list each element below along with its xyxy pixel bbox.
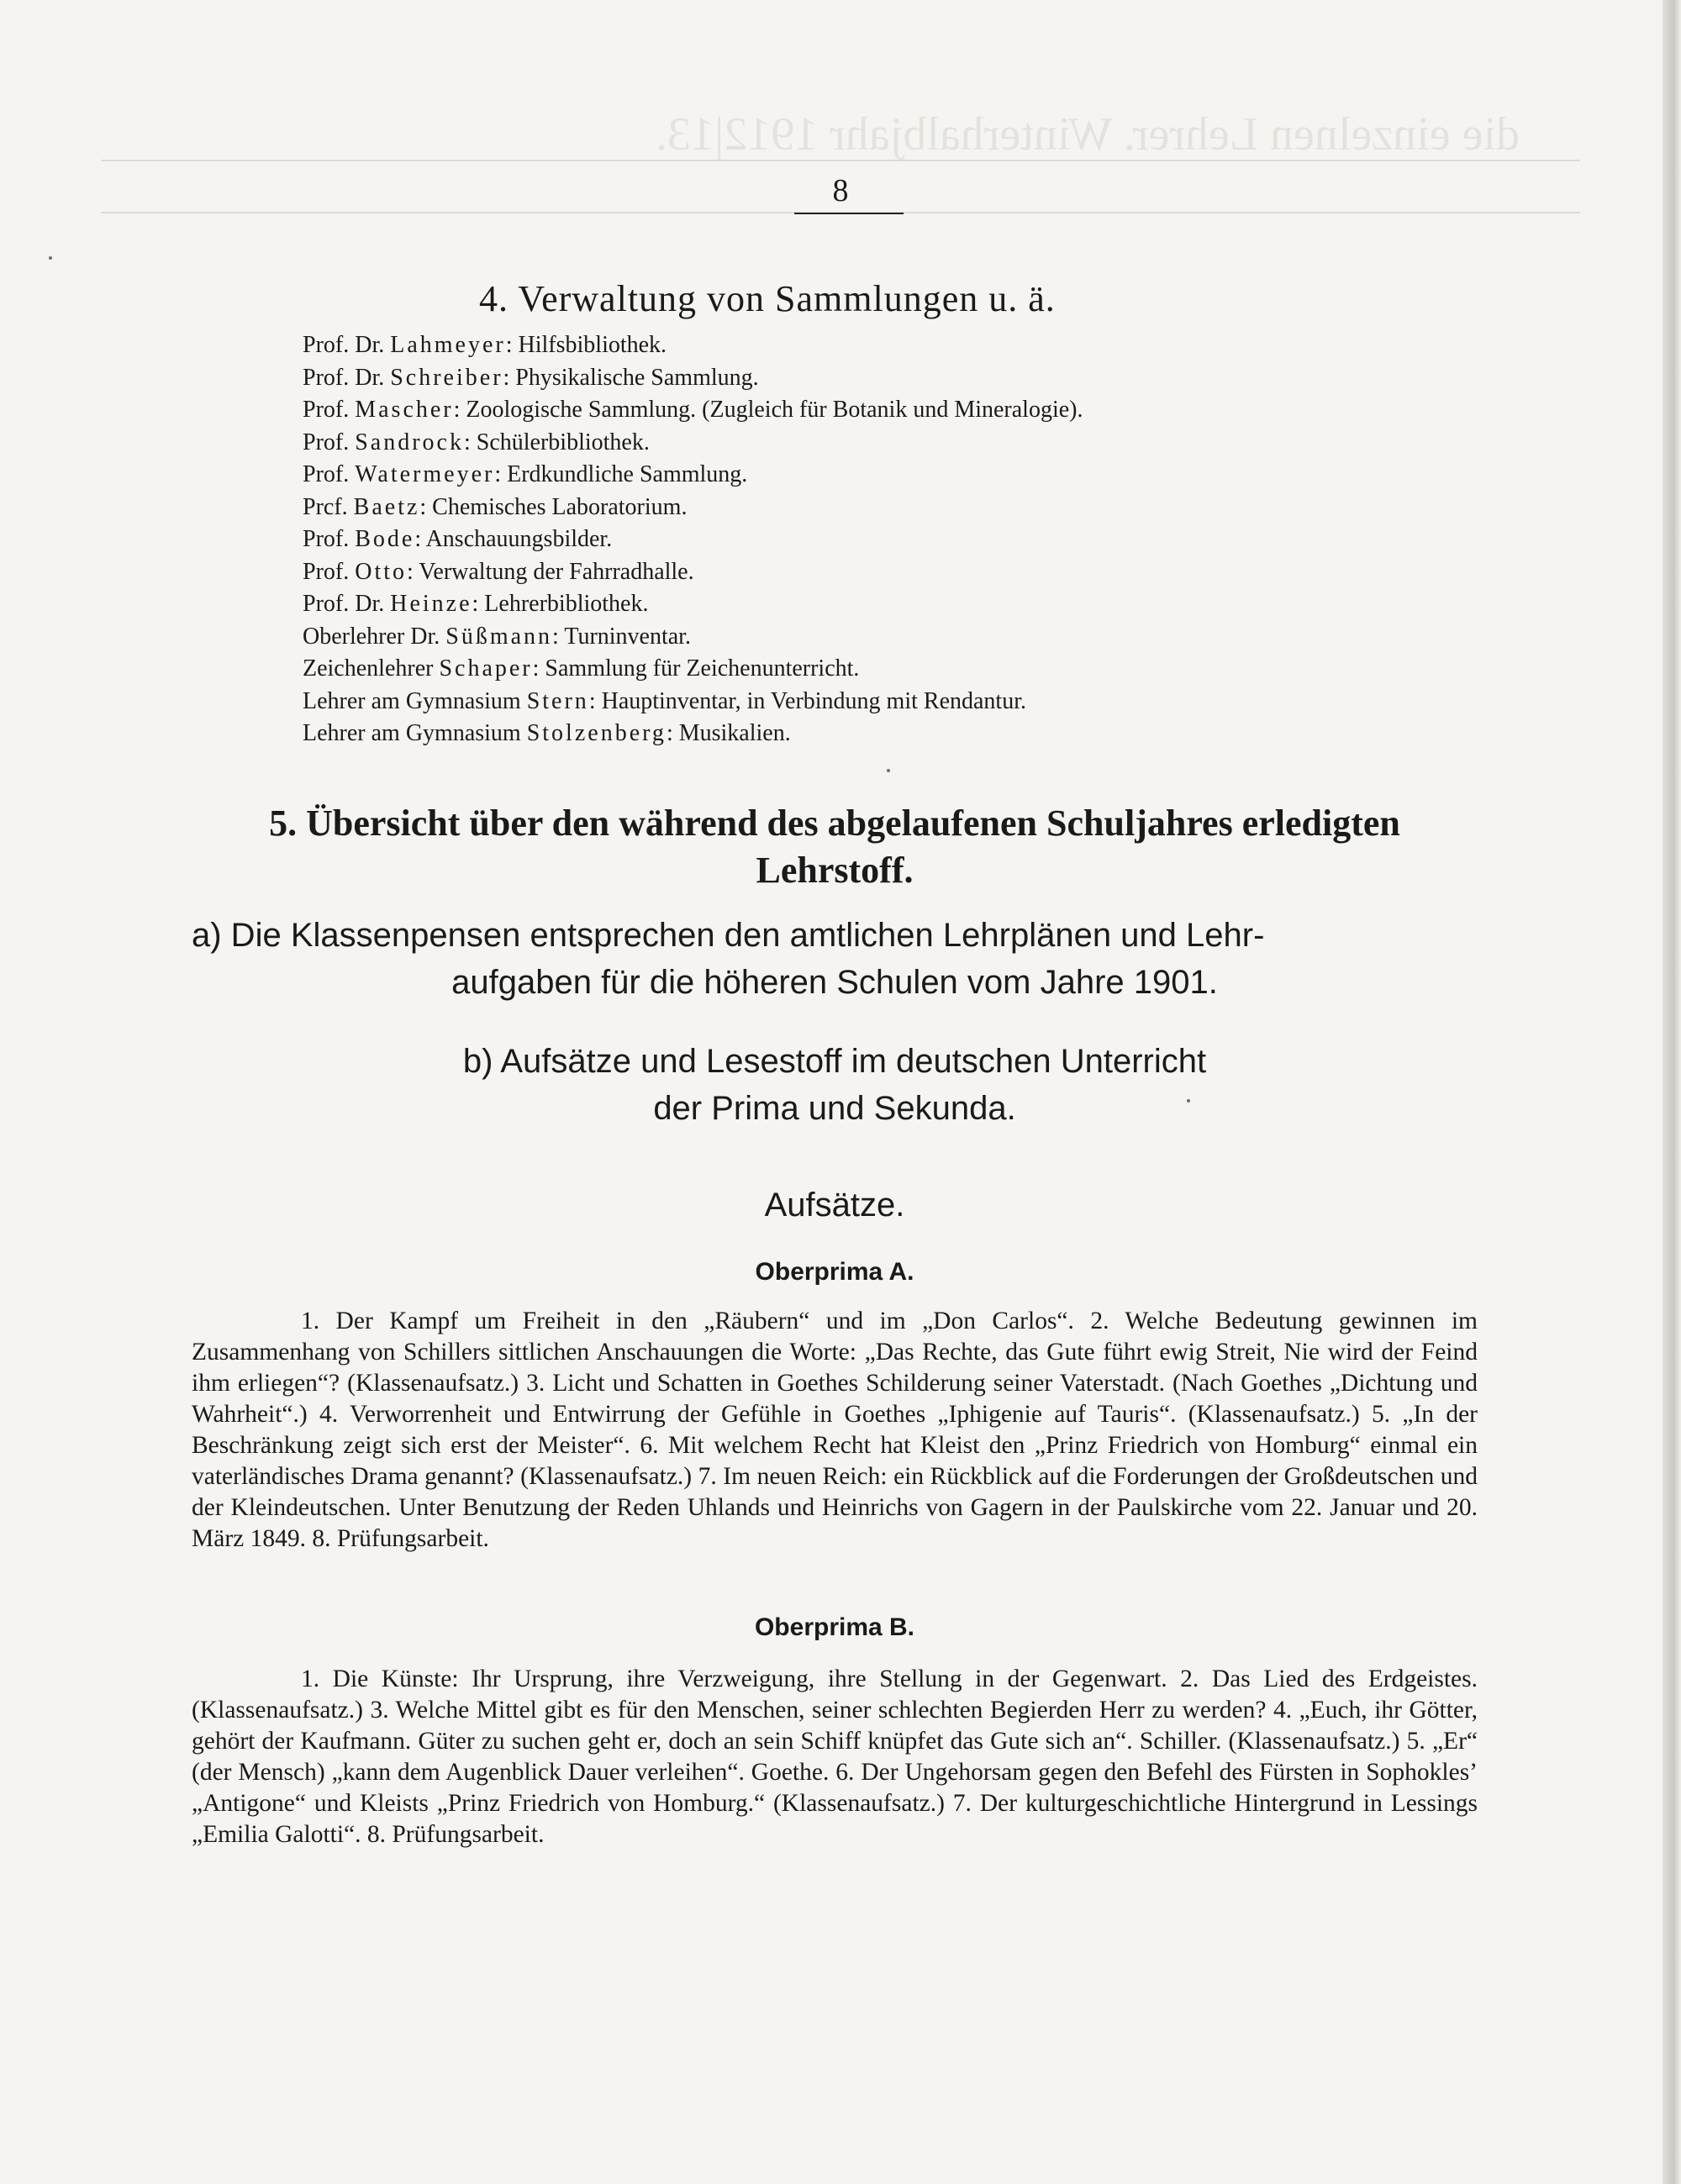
bleed-through-rule xyxy=(101,160,1580,161)
subsection-b: b) Aufsätze und Lesestoff im deutschen Unterricht der Prima und Sekunda. xyxy=(462,1043,1207,1127)
essays-heading: Aufsätze. xyxy=(764,1187,905,1224)
list-item: Prcf. Baetz: Chemisches Laboratorium. xyxy=(303,493,688,520)
teacher-name: Baetz xyxy=(353,493,420,520)
teacher-name: Watermeyer xyxy=(355,461,495,487)
list-item: Oberlehrer Dr. Süßmann: Turninventar. xyxy=(303,623,691,650)
bleed-through-header: die einzelnen Lehrer. Winterhalbjahr 1912|13. xyxy=(656,108,1520,161)
list-item: Prof. Otto: Verwaltung der Fahrradhalle. xyxy=(303,558,694,585)
teacher-name: Heinze xyxy=(390,591,472,617)
list-item: Zeichenlehrer Schaper: Sammlung für Zeichenunterricht. xyxy=(303,655,860,682)
list-item: Prof. Dr. Lahmeyer: Hilfsbibliothek. xyxy=(303,332,667,358)
collections-admin-list xyxy=(303,329,1083,750)
oberprima-b-heading: Oberprima B. xyxy=(754,1613,915,1641)
list-item: Prof. Watermeyer: Erdkundliche Sammlung. xyxy=(303,461,748,487)
page-number-rule xyxy=(794,213,904,214)
teacher-name: Otto xyxy=(355,558,408,585)
list-item: Lehrer am Gymnasium Stern: Hauptinventar, in Verbindung mit Rendantur. xyxy=(303,687,1026,714)
teacher-name: Stern xyxy=(526,687,589,714)
teacher-name: Schreiber xyxy=(390,364,503,391)
list-item: Lehrer am Gymnasium Stolzenberg: Musikalien. xyxy=(303,720,791,746)
teacher-name: Mascher xyxy=(355,397,454,423)
teacher-name: Lahmeyer xyxy=(390,332,506,358)
oberprima-a-essays: 1. Der Kampf um Freiheit in den „Räubern“ und im „Don Carlos“. 2. Welche Bedeutung gewinnen im Zusammenhang von Schillers sittlichen Anschauungen die Worte: „Das Rechte, das Gute führt ewig Streit, Nie wird der Feind ihm erliegen“? (Klassenaufsatz.) 3. Licht und Schatten in Goethes Schilderung seiner Vaterstadt. (Nach Goethes „Dichtung und Wahrheit“.) 4. Verworrenheit und Entwirrung der Gefühle in Goethes „Iphigenie auf Tauris“. (Klassenaufsatz.) 5. „In der Beschränkung zeigt sich erst der Meister“. 6. Mit welchem Recht hat Kleist den „Prinz Friedrich von Homburg“ einmal ein vaterländisches Drama genannt? (Klassenaufsatz.) 7. Im neuen Reich: ein Rückblick auf die Forderungen der Großdeutschen und der Kleindeutschen. Unter Benutzung der Reden Uhlands und Heinrichs von Gagern in der Paulskirche vom 22. Januar und 20. März 1849. 8. Prüfungsarbeit. xyxy=(192,1308,1478,1552)
teacher-name: Schaper xyxy=(439,655,533,682)
teacher-name: Bode xyxy=(355,526,415,552)
list-item: Prof. Dr. Heinze: Lehrerbibliothek. xyxy=(303,591,649,617)
subsection-a: a) Die Klassenpensen entsprechen den amtlichen Lehrplänen und Lehr- aufgaben für die höheren Schulen vom Jahre 1901. xyxy=(192,917,1265,1001)
page-number: 8 xyxy=(832,173,849,208)
list-item: Prof. Sandrock: Schülerbibliothek. xyxy=(303,429,650,455)
list-item: Prof. Mascher: Zoologische Sammlung. (Zugleich für Botanik und Mineralogie). xyxy=(303,397,1083,423)
teacher-name: Sandrock xyxy=(355,429,464,455)
page-edge-shadow xyxy=(1663,0,1681,2184)
scan-speck xyxy=(49,256,52,260)
scan-speck xyxy=(887,769,890,772)
section-4-title: 4. Verwaltung von Sammlungen u. ä. xyxy=(479,278,1056,319)
teacher-name: Süßmann xyxy=(445,623,553,650)
teacher-name: Stolzenberg xyxy=(526,720,667,746)
section-5-title: 5. Übersicht über den während des abgelaufenen Schuljahres erledigten Lehrstoff. xyxy=(269,803,1400,891)
list-item: Prof. Dr. Schreiber: Physikalische Sammlung. xyxy=(303,364,759,391)
oberprima-a-heading: Oberprima A. xyxy=(755,1258,914,1286)
list-item: Prof. Bode: Anschauungsbilder. xyxy=(303,526,613,552)
oberprima-b-essays: 1. Die Künste: Ihr Ursprung, ihre Verzweigung, ihre Stellung in der Gegenwart. 2. Das Lied des Erdgeistes. (Klassenaufsatz.) 3. Welche Mittel gibt es für den Menschen, seiner schlechten Begierden Herr zu werden? 4. „Euch, ihr Götter, gehört der Kaufmann. Güter zu suchen geht er, doch an sein Schiff knüpfet das Gute sich an“. Schiller. (Klassenaufsatz.) 5. „Er“ (der Mensch) „kann dem Augenblick Dauer verleihen“. Goethe. 6. Der Ungehorsam gegen den Befehl des Fürsten in Sophokles’ „Antigone“ und Kleists „Prinz Friedrich von Homburg.“ (Klassenaufsatz.) 7. Der kulturgeschichtliche Hintergrund in Lessings „Emilia Galotti“. 8. Prüfungsarbeit. xyxy=(192,1666,1478,1848)
